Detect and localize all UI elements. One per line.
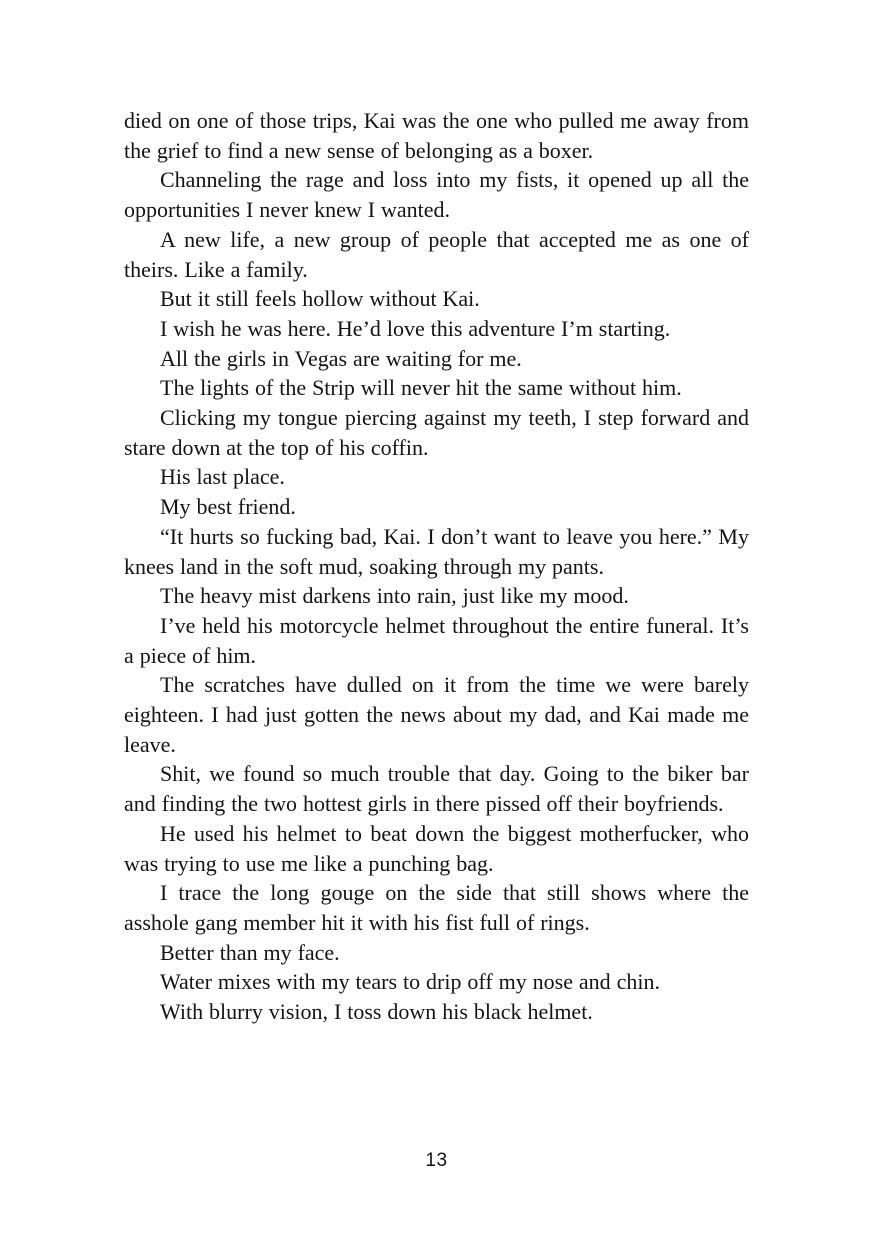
paragraph: A new life, a new group of people that accepted me as one of theirs. Like a family. xyxy=(124,226,749,282)
paragraph: With blurry vision, I toss down his black helmet. xyxy=(160,999,593,1025)
paragraph: My best friend. xyxy=(160,494,296,520)
paragraph: But it still feels hollow without Kai. xyxy=(160,286,480,312)
paragraph: Channeling the rage and loss into my fists, it opened up all the opportunities I never knew I wanted. xyxy=(124,167,749,223)
paragraph: died on one of those trips, Kai was the one who pulled me away from the grief to find a new sense of belonging as a boxer. xyxy=(124,108,749,163)
paragraph: The heavy mist darkens into rain, just like my mood. xyxy=(160,583,629,609)
paragraph: I trace the long gouge on the side that still shows where the asshole gang member hit it with his fist full of rings. xyxy=(124,880,749,935)
paragraph: His last place. xyxy=(160,464,285,490)
paragraph: I wish he was here. He’d love this adventure I’m starting. xyxy=(160,315,671,341)
paragraph: Shit, we found so much trouble that day. Going to the biker bar and finding the two hottest girls in there pissed off their boyfriends. xyxy=(124,761,749,817)
paragraph: I’ve held his motorcycle helmet throughout the entire funeral. It’s a piece of him. xyxy=(124,612,749,668)
page-number: 13 xyxy=(425,1150,448,1171)
page-footer xyxy=(0,1150,873,1172)
paragraph: Clicking my tongue piercing against my teeth, I step forward and stare down at the top of his coffin. xyxy=(124,405,749,460)
paragraph: “It hurts so fucking bad, Kai. I don’t want to leave you here.” My knees land in the soft mud, soaking through my pants. xyxy=(124,523,749,579)
paragraph: Better than my face. xyxy=(160,939,340,965)
body-text xyxy=(124,106,749,1027)
paragraph: He used his helmet to beat down the biggest motherfucker, who was trying to use me like a punching bag. xyxy=(124,820,749,876)
paragraph: All the girls in Vegas are waiting for me. xyxy=(160,345,522,371)
paragraph: The lights of the Strip will never hit the same without him. xyxy=(160,375,682,401)
paragraph: Water mixes with my tears to drip off my nose and chin. xyxy=(160,969,661,995)
paragraph: The scratches have dulled on it from the time we were barely eighteen. I had just gotten the news about my dad, and Kai made me leave. xyxy=(124,672,749,757)
